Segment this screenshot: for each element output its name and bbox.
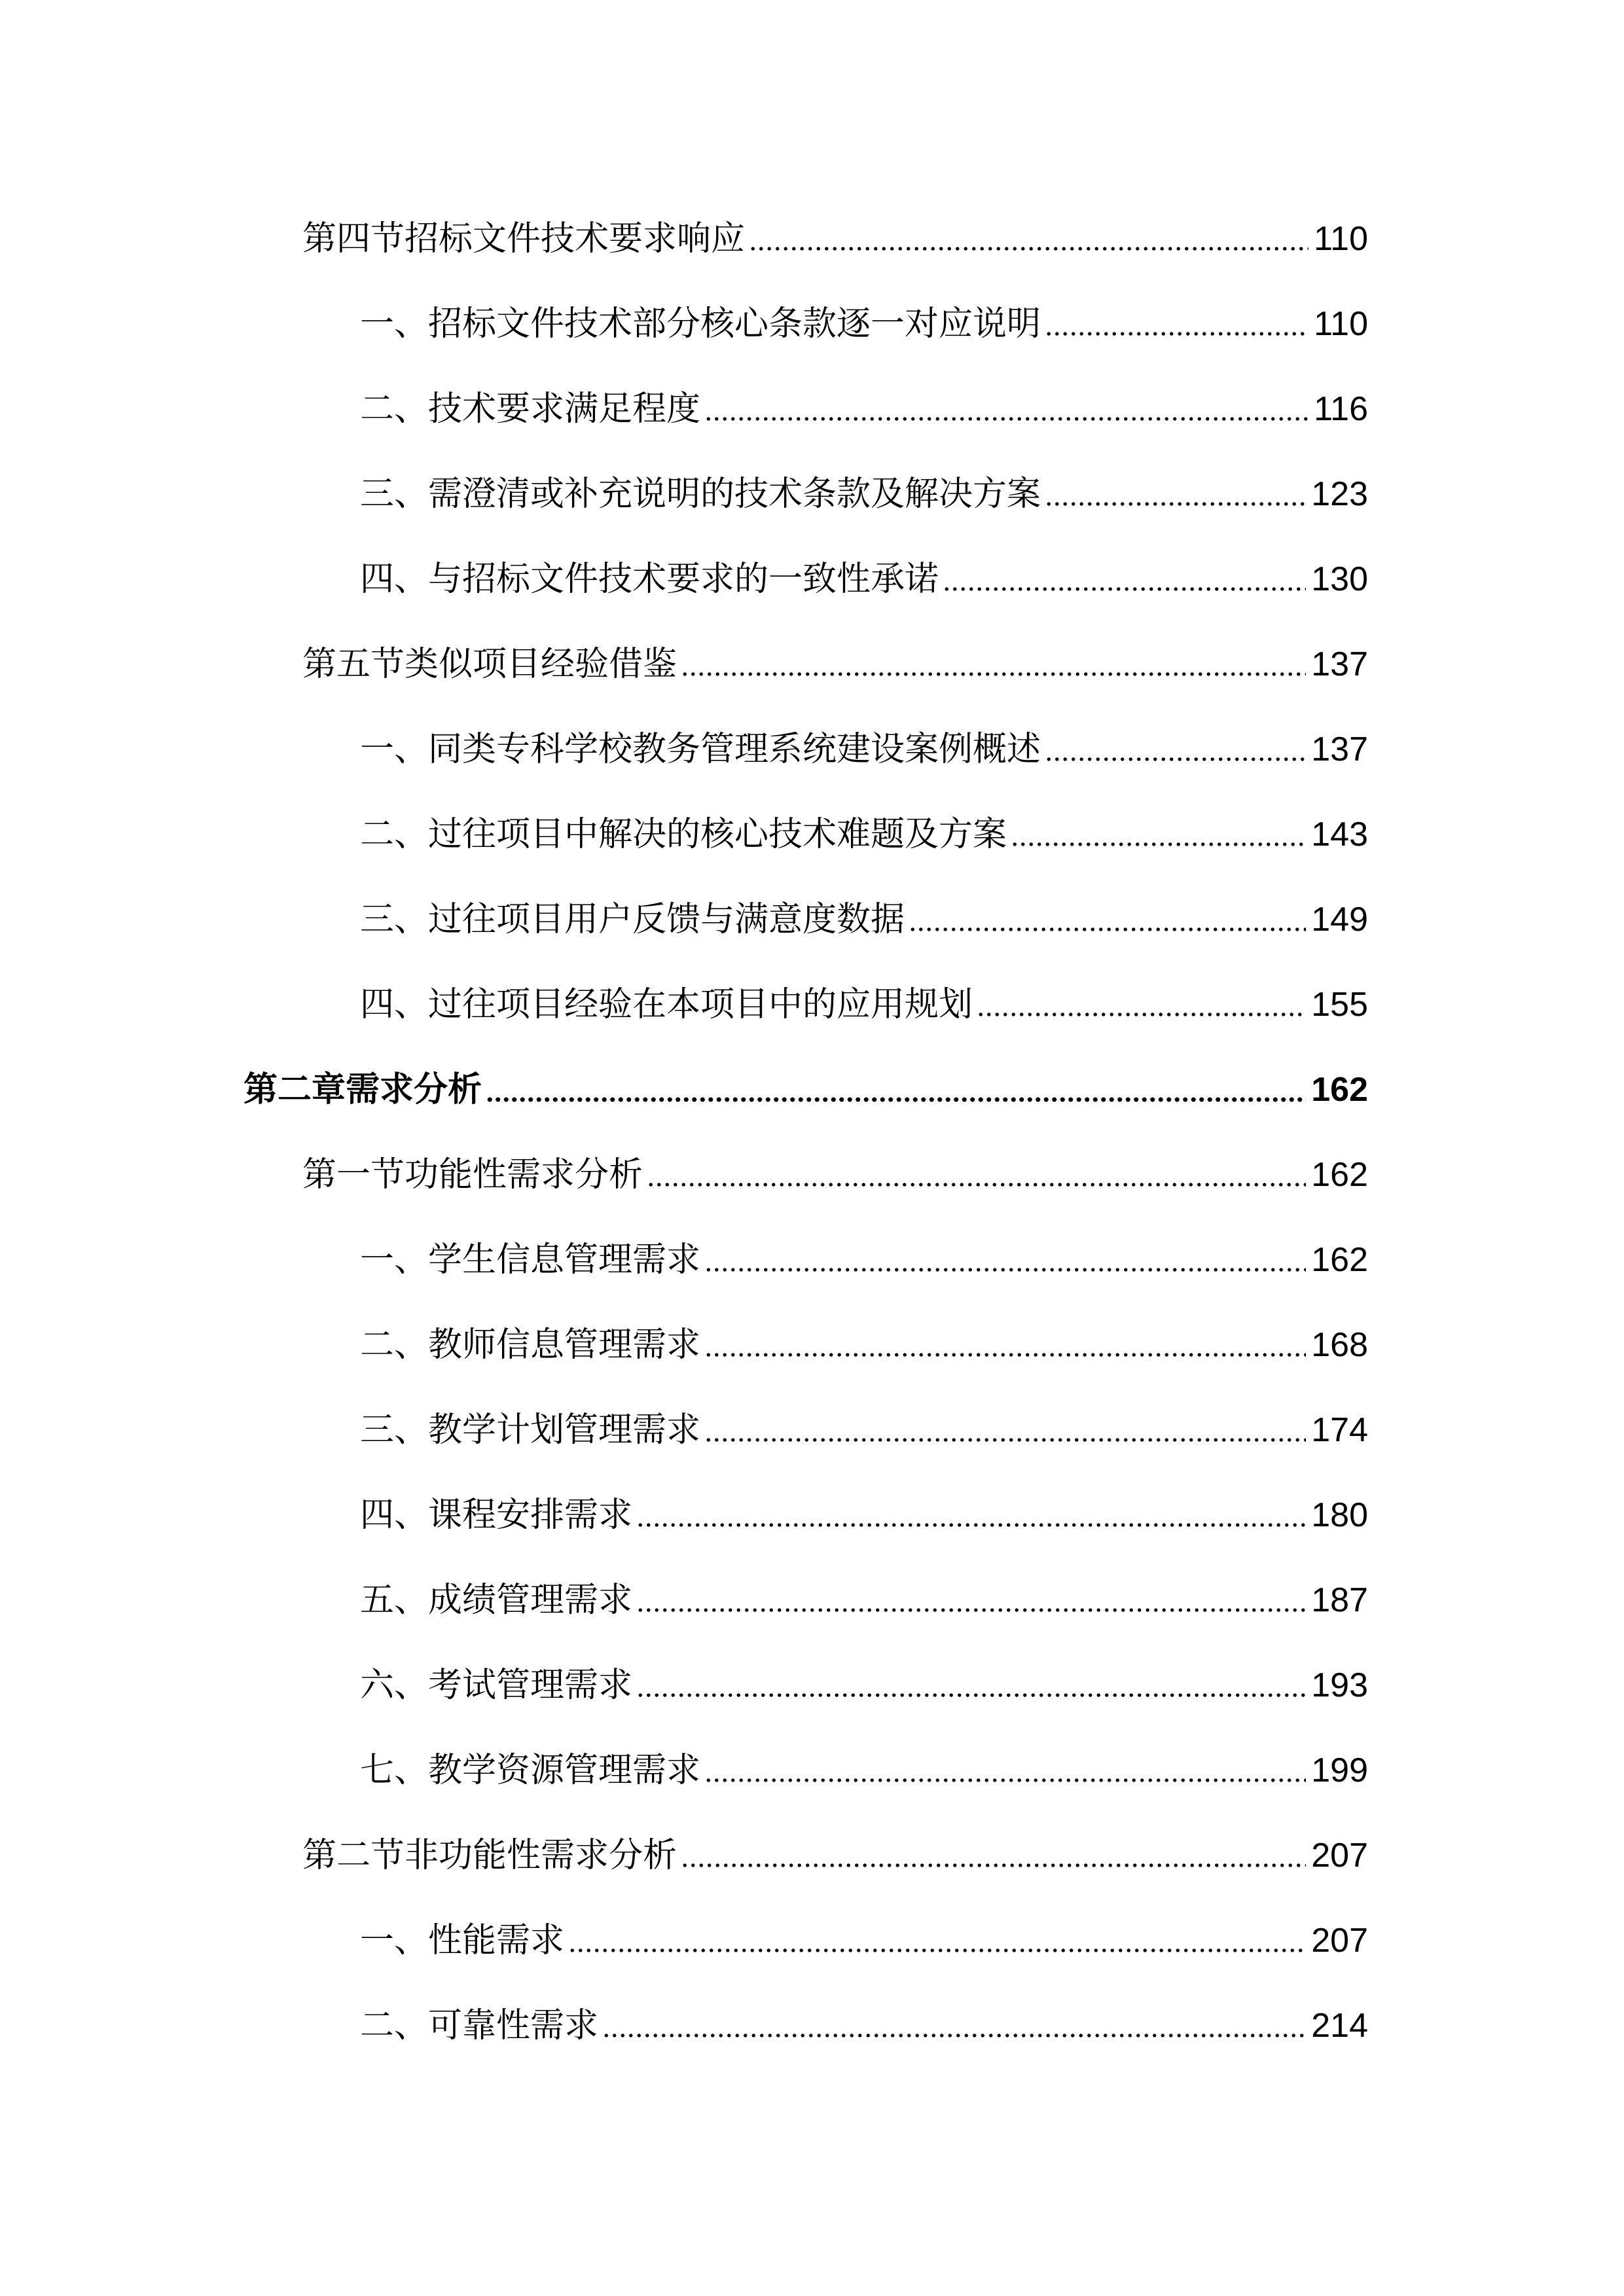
dot-leader <box>704 383 1308 435</box>
toc-entry[interactable] <box>360 298 1368 350</box>
toc-entry-title: 五、成绩管理需求 <box>360 1581 633 1619</box>
toc-entry-title: 三、教学计划管理需求 <box>360 1411 701 1449</box>
toc-entry[interactable] <box>360 723 1368 776</box>
dot-leader <box>1045 723 1306 776</box>
dot-leader <box>1045 468 1306 520</box>
toc-entry-title: 四、与招标文件技术要求的一致性承诺 <box>360 560 939 598</box>
dot-leader <box>977 978 1306 1031</box>
dot-leader <box>943 553 1306 605</box>
toc-entry-title: 二、技术要求满足程度 <box>360 390 701 428</box>
toc-entry[interactable] <box>360 1914 1368 1967</box>
dot-leader <box>704 1404 1306 1456</box>
toc-entry[interactable] <box>360 1744 1368 1797</box>
toc-entry-page: 110 <box>1314 220 1368 258</box>
dot-leader <box>909 893 1306 946</box>
toc-entry[interactable] <box>360 468 1368 520</box>
toc-entry[interactable] <box>360 1404 1368 1456</box>
toc-entry-title: 二、可靠性需求 <box>360 2007 599 2045</box>
dot-leader <box>1045 298 1308 350</box>
toc-entry-title: 一、同类专科学校教务管理系统建设案例概述 <box>360 730 1041 768</box>
dot-leader <box>647 1149 1306 1201</box>
toc-entry-title: 一、招标文件技术部分核心条款逐一对应说明 <box>360 305 1041 343</box>
toc-entry-page: 207 <box>1311 1837 1368 1874</box>
dot-leader <box>704 1234 1306 1286</box>
toc-entry-page: 180 <box>1311 1496 1368 1534</box>
toc-entry-page: 199 <box>1311 1751 1368 1789</box>
toc-entry-title: 第四节招标文件技术要求响应 <box>302 220 746 258</box>
toc-entry-page: 143 <box>1311 816 1368 853</box>
dot-leader <box>636 1659 1306 1712</box>
toc-entry-page: 116 <box>1314 390 1368 428</box>
toc-entry-title: 三、需澄清或补充说明的技术条款及解决方案 <box>360 475 1041 513</box>
toc-entry-page: 174 <box>1311 1411 1368 1449</box>
toc-entry-page: 130 <box>1311 560 1368 598</box>
toc-entry-page: 123 <box>1311 475 1368 513</box>
dot-leader <box>636 1489 1306 1541</box>
toc-entry[interactable] <box>360 553 1368 605</box>
toc-entry-title: 第五节类似项目经验借鉴 <box>302 645 677 683</box>
dot-leader <box>568 1914 1306 1967</box>
dot-leader <box>486 1064 1306 1116</box>
toc-entry-page: 137 <box>1311 645 1368 683</box>
toc-entry-title: 一、学生信息管理需求 <box>360 1241 701 1279</box>
toc-entry-title: 第二节非功能性需求分析 <box>302 1837 677 1874</box>
toc-entry[interactable] <box>360 1489 1368 1541</box>
toc-entry[interactable] <box>302 1829 1368 1882</box>
dot-leader <box>704 1319 1306 1371</box>
toc-entry-title: 二、过往项目中解决的核心技术难题及方案 <box>360 816 1007 853</box>
toc-entry-page: 207 <box>1311 1922 1368 1960</box>
toc-entry-page: 187 <box>1311 1581 1368 1619</box>
toc-entry-title: 四、课程安排需求 <box>360 1496 633 1534</box>
toc-entry[interactable] <box>360 1659 1368 1712</box>
toc-entry-chapter[interactable] <box>244 1064 1368 1116</box>
toc-entry[interactable] <box>360 1319 1368 1371</box>
toc-entry[interactable] <box>360 1234 1368 1286</box>
toc-entry[interactable] <box>302 1149 1368 1201</box>
toc-entry[interactable] <box>360 1574 1368 1626</box>
toc-entry[interactable] <box>360 2000 1368 2052</box>
toc-entry-page: 162 <box>1311 1156 1368 1194</box>
toc-entry-title: 七、教学资源管理需求 <box>360 1751 701 1789</box>
dot-leader <box>602 2000 1306 2052</box>
toc-entry-page: 162 <box>1311 1071 1368 1109</box>
toc-entry[interactable] <box>360 978 1368 1031</box>
toc-entry-title: 四、过往项目经验在本项目中的应用规划 <box>360 986 973 1024</box>
dot-leader <box>704 1744 1306 1797</box>
toc-entry-title: 一、性能需求 <box>360 1922 565 1960</box>
dot-leader <box>636 1574 1306 1626</box>
dot-leader <box>681 1829 1306 1882</box>
dot-leader <box>749 213 1308 265</box>
toc-entry-page: 155 <box>1311 986 1368 1024</box>
toc-entry[interactable] <box>360 383 1368 435</box>
toc-entry-page: 168 <box>1311 1326 1368 1364</box>
toc-entry-page: 214 <box>1311 2007 1368 2045</box>
toc-entry-title: 第二章需求分析 <box>244 1071 482 1109</box>
toc-entry-page: 110 <box>1314 305 1368 343</box>
toc-entry[interactable] <box>360 893 1368 946</box>
toc-entry-page: 137 <box>1311 730 1368 768</box>
toc-entry-page: 193 <box>1311 1666 1368 1704</box>
dot-leader <box>1011 808 1306 861</box>
toc-entry[interactable] <box>360 808 1368 861</box>
toc-entry-title: 六、考试管理需求 <box>360 1666 633 1704</box>
dot-leader <box>681 638 1306 691</box>
toc-entry-title: 二、教师信息管理需求 <box>360 1326 701 1364</box>
toc-entry-page: 149 <box>1311 901 1368 939</box>
toc-entry-page: 162 <box>1311 1241 1368 1279</box>
toc-entry-title: 三、过往项目用户反馈与满意度数据 <box>360 901 905 939</box>
toc-entry-title: 第一节功能性需求分析 <box>302 1156 643 1194</box>
toc-entry[interactable] <box>302 213 1368 265</box>
toc-entry[interactable] <box>302 638 1368 691</box>
